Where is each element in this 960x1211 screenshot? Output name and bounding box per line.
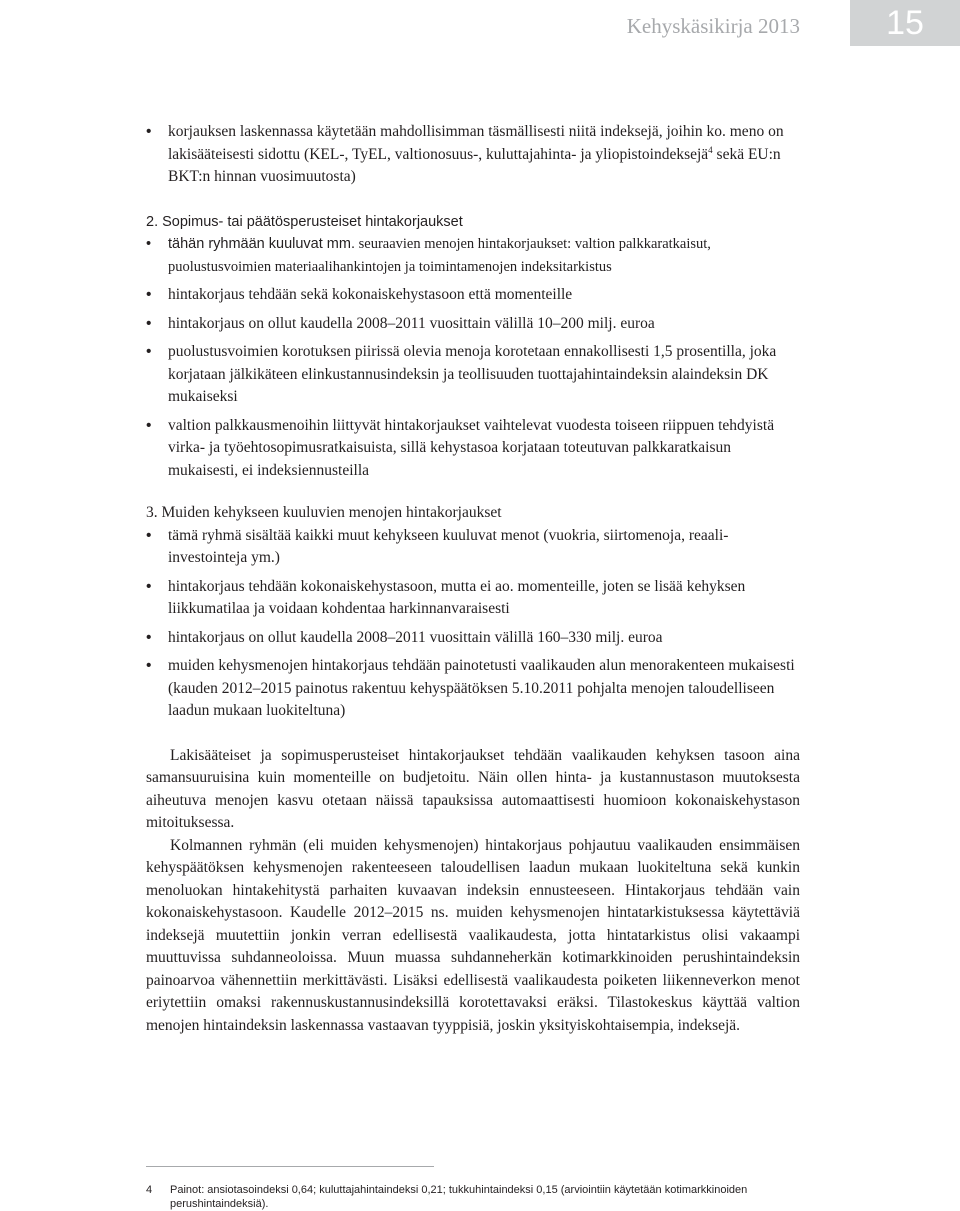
footnote bbox=[146, 1183, 806, 1211]
footnote-text: Painot: ansiotasoindeksi 0,64; kuluttajahintaindeksi 0,21; tukkuhintaindeksi 0,15 (arviointiin käytetään kotimarkkinoiden perushintaindeksiä). bbox=[170, 1184, 748, 1210]
list-item bbox=[146, 525, 800, 570]
body-paragraph: Kolmannen ryhmän (eli muiden kehysmenojen) hintakorjaus pohjautuu vaalikauden ensimmäisen kehyspäätöksen kehysmenojen rakenteeseen taloudellisen laadun mukaan luokiteltuna sekä kunkin menoluokan hintakehitystä parhaiten kuvaavan indeksin ennusteeseen. Hintakorjaus tehdään vain kokonaiskehystasoon. Kaudelle 2012–2015 ns. muiden kehysmenojen hintatarkistuksessa käytettäviä indeksejä muutettiin jonkin verran edellisestä vaalikaudesta, jotta hintatarkistus olisi vakaampi muuttuvissa suhdanneoloissa. Muun muassa suhdanneherkän kotimarkkinoiden perushintaindeksin painoarvoa vähennettiin merkittävästi. Lisäksi edellisestä vaalikaudesta poiketen liikenneverkon menot eriytettiin omaksi rakennuskustannusindeksillä korotettavaksi eräksi. Tilastokeskus käyttää valtion menojen hintaindeksin laskennassa vastaavan tyyppisiä, joskin yksityiskohtaisempia, indeksejä. bbox=[146, 836, 800, 1034]
list-item-text: hintakorjaus tehdään kokonaiskehystasoon, mutta ei ao. momenteille, joten se lisää kehyksen liikkumatilaa ja voidaan kohdentaa harkinnanvaraisesti bbox=[168, 577, 746, 617]
list-item-text: valtion palkkausmenoihin liittyvät hintakorjaukset vaihtelevat vuodesta toiseen riippuen tehdyistä virka- ja työehtosopimusratkaisuista, sillä kehystasoa korjataan toteutuvan palkkaratkaisun mukaisesti, ei indeksiennusteilla bbox=[168, 416, 775, 479]
list-item-text: hintakorjaus on ollut kaudella 2008–2011 vuosittain välillä 160–330 milj. euroa bbox=[168, 628, 663, 646]
footnote-divider bbox=[146, 1166, 434, 1167]
page-body bbox=[146, 121, 800, 1037]
list-item-text: korjauksen laskennassa käytetään mahdollisimman täsmällisesti niitä indeksejä, joihin ko. meno on lakisääteisesti sidottu (KEL-, TyEL, valtionosuus-, kuluttajahinta- ja yliopistoindeksejä bbox=[168, 123, 784, 163]
section2-list bbox=[146, 233, 800, 482]
section3-list bbox=[146, 525, 800, 723]
list-item bbox=[146, 121, 800, 189]
list-item-text: puolustusvoimien korotuksen piirissä olevia menoja korotetaan ennakollisesti 1,5 prosentilla, joka korjataan jälkikäteen elinkustannusindeksin ja teollisuuden tuottajahintaindeksin alaindeksin DK mukaiseksi bbox=[168, 343, 777, 405]
list-item-text: tähän ryhmään kuuluvat mm. bbox=[168, 236, 355, 252]
list-item bbox=[146, 313, 800, 336]
list-item bbox=[146, 284, 800, 307]
list-item bbox=[146, 576, 800, 621]
list-item-text: hintakorjaus on ollut kaudella 2008–2011 vuosittain välillä 10–200 milj. euroa bbox=[168, 314, 655, 332]
list-item bbox=[146, 233, 800, 278]
running-header-title: Kehyskäsikirja 2013 bbox=[626, 14, 800, 38]
list-item bbox=[146, 655, 800, 723]
list-item-text: hintakorjaus tehdään sekä kokonaiskehystasoon että momenteille bbox=[168, 286, 573, 303]
section-heading-2: 2. Sopimus- tai päätösperusteiset hintakorjaukset bbox=[146, 213, 463, 230]
list-item-text-continued: seuraavien menojen hintakorjaukset: valtion palkkaratkaisut, puolustusvoimien materiaalihankintojen ja toimintamenojen indeksitarkistus bbox=[168, 236, 711, 275]
footnote-number: 4 bbox=[146, 1184, 153, 1196]
page-number: 15 bbox=[886, 4, 924, 42]
list-item bbox=[146, 341, 800, 409]
list-item-text-continued: sekä EU:n BKT:n hinnan vuosimuutosta) bbox=[168, 145, 781, 185]
page-number-tab bbox=[850, 0, 960, 46]
list-item bbox=[146, 627, 800, 650]
list-item-text: muiden kehysmenojen hintakorjaus tehdään painotetusti vaalikauden alun menorakenteen mukaisesti (kauden 2012–2015 painotus rakentuu kehyspäätöksen 5.10.2011 pohjalta menojen taloudelliseen laadun mukaan luokiteltuna) bbox=[168, 657, 795, 719]
list-item bbox=[146, 415, 800, 483]
section1-list bbox=[146, 121, 800, 189]
body-paragraph: Lakisääteiset ja sopimusperusteiset hintakorjaukset tehdään vaalikauden kehyksen tasoon aina samansuuruisina kuin momenteille on budjetoitu. Näin ollen hinta- ja kustannustason muutoksesta aiheutuva menojen kasvu otetaan näissä tapauksissa automaattisesti huomioon kokonaiskehystason mitoituksessa. bbox=[146, 746, 800, 831]
list-item-text: tämä ryhmä sisältää kaikki muut kehykseen kuuluvat menot (vuokria, siirtomenoja, reaali-investointeja ym.) bbox=[168, 526, 729, 566]
footnote-reference[interactable]: 4 bbox=[708, 144, 713, 155]
section-heading-3: 3. Muiden kehykseen kuuluvien menojen hintakorjaukset bbox=[146, 504, 502, 521]
